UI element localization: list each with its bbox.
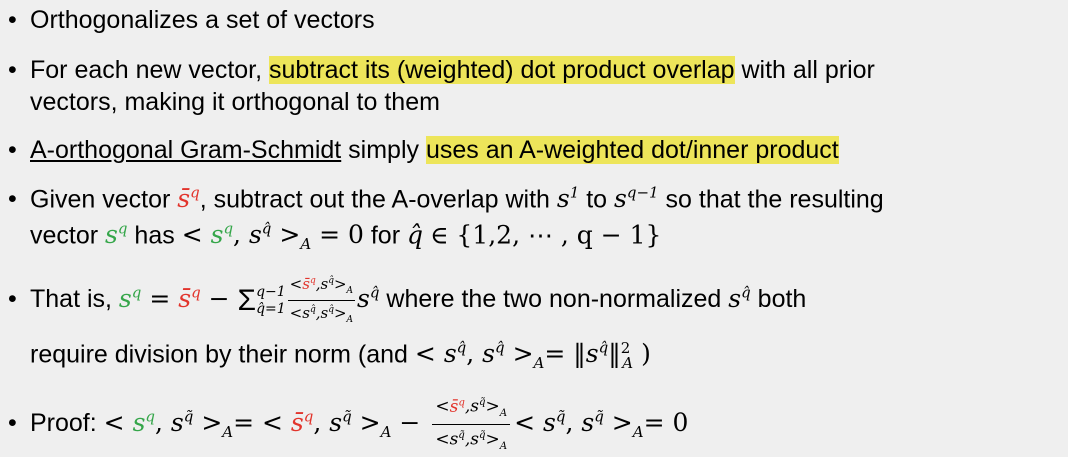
bullet-4-p3: to bbox=[579, 185, 615, 214]
bullet-5 bbox=[8, 272, 806, 329]
bullet-5-line-2-text: require division by their norm (and bbox=[30, 340, 415, 369]
bullet-5-line-2 bbox=[30, 332, 651, 380]
bullet-2-line-2: vectors, making it orthogonal to them bbox=[30, 88, 440, 116]
bullet-4-l2b: has bbox=[127, 221, 182, 250]
bullet-4-p1: Given vector bbox=[30, 185, 178, 214]
math-minus: − bbox=[200, 284, 238, 314]
bullet-dot-icon: • bbox=[8, 56, 17, 84]
bullet-2-highlight: subtract its (weighted) dot product overlap bbox=[269, 56, 735, 84]
math-s-q: $s^q$ bbox=[105, 220, 128, 250]
math-sbar-q: s̄$^q$ bbox=[177, 184, 200, 214]
math-s-qhat: $s^{q̂}$ bbox=[728, 283, 751, 314]
bullet-4-line-2 bbox=[30, 213, 661, 261]
bullet-dot-icon: • bbox=[8, 136, 17, 164]
math-s1: $s^1$ bbox=[556, 184, 580, 214]
math-proof-fraction: $\frac{<s̄^q,s^{q̃}>_A}{<s^{q̃},s^{q̃}>_A}$ bbox=[432, 392, 510, 457]
math-equals: = bbox=[141, 284, 179, 314]
bullet-4-p2: , subtract out the A-overlap with bbox=[199, 185, 557, 214]
math-set: ∈ {1,2, ⋯ , q − 1} bbox=[429, 220, 662, 250]
math-sbar-q: s̄$^q$ bbox=[178, 283, 201, 314]
bullet-3-middle: simply bbox=[341, 136, 426, 164]
bullet-2-prefix: For each new vector, bbox=[30, 56, 270, 84]
bullet-3 bbox=[8, 134, 839, 167]
bullet-6-p1: Proof: bbox=[30, 409, 104, 438]
math-s-q-1: $s^{q-1}$ bbox=[614, 184, 659, 214]
math-sum-icon: Σ bbox=[237, 284, 257, 317]
math-condition: < $s^q$, $s^{q̂} >_A = 0$ bbox=[181, 220, 364, 254]
bullet-3-highlight: uses an A-weighted dot/inner product bbox=[425, 136, 839, 164]
math-s-qhat: $s^{q̂}$ bbox=[357, 283, 380, 314]
math-proof: < $s^q$, $s^{q̃} >_A=$ < s̄$^q$, $s^{q̃} >_A$ − $\frac{<s̄^q,s^{q̃}>_A}{<s^{q̃},s^{q̃}>_A}$ < $s^{q̃}$, $s^{q̃} >_A= 0$ bbox=[104, 408, 689, 437]
math-fraction: $\frac{<s̄^q,s^{q̂}>_A}{<s^{q̂},s^{q̂}>_A}$ bbox=[288, 272, 355, 329]
bullet-4 bbox=[8, 177, 884, 216]
bullet-3-underlined: A-orthogonal Gram-Schmidt bbox=[30, 136, 342, 164]
bullet-2-suffix: with all prior bbox=[734, 56, 875, 84]
bullet-5-p2: where the two non-normalized bbox=[379, 285, 729, 314]
bullet-dot-icon: • bbox=[8, 285, 17, 314]
bullet-dot-icon: • bbox=[8, 6, 17, 34]
bullet-dot-icon: • bbox=[8, 185, 17, 214]
bullet-4-p4: so that the resulting bbox=[658, 185, 884, 214]
bullet-5-p1: That is, bbox=[30, 285, 119, 314]
bullet-1 bbox=[8, 4, 375, 37]
bullet-5-p3: both bbox=[750, 285, 807, 314]
math-norm: < $s^{q̂}$, $s^{q̂} >_A=$ $‖s^{q̂}‖^2_A$ ) bbox=[414, 339, 651, 373]
bullet-4-l2c: for bbox=[363, 221, 407, 250]
bullet-4-l2a: vector bbox=[30, 221, 106, 250]
math-s-q: $s^q$ bbox=[118, 283, 142, 314]
bullet-1-text: Orthogonalizes a set of vectors bbox=[30, 6, 375, 34]
bullet-2 bbox=[8, 54, 875, 87]
math-qhat: q̂ bbox=[406, 220, 423, 250]
bullet-dot-icon: • bbox=[8, 409, 17, 438]
bullet-6 bbox=[8, 392, 688, 457]
math-sum-limits: q−1 q̂=1 bbox=[256, 283, 286, 317]
